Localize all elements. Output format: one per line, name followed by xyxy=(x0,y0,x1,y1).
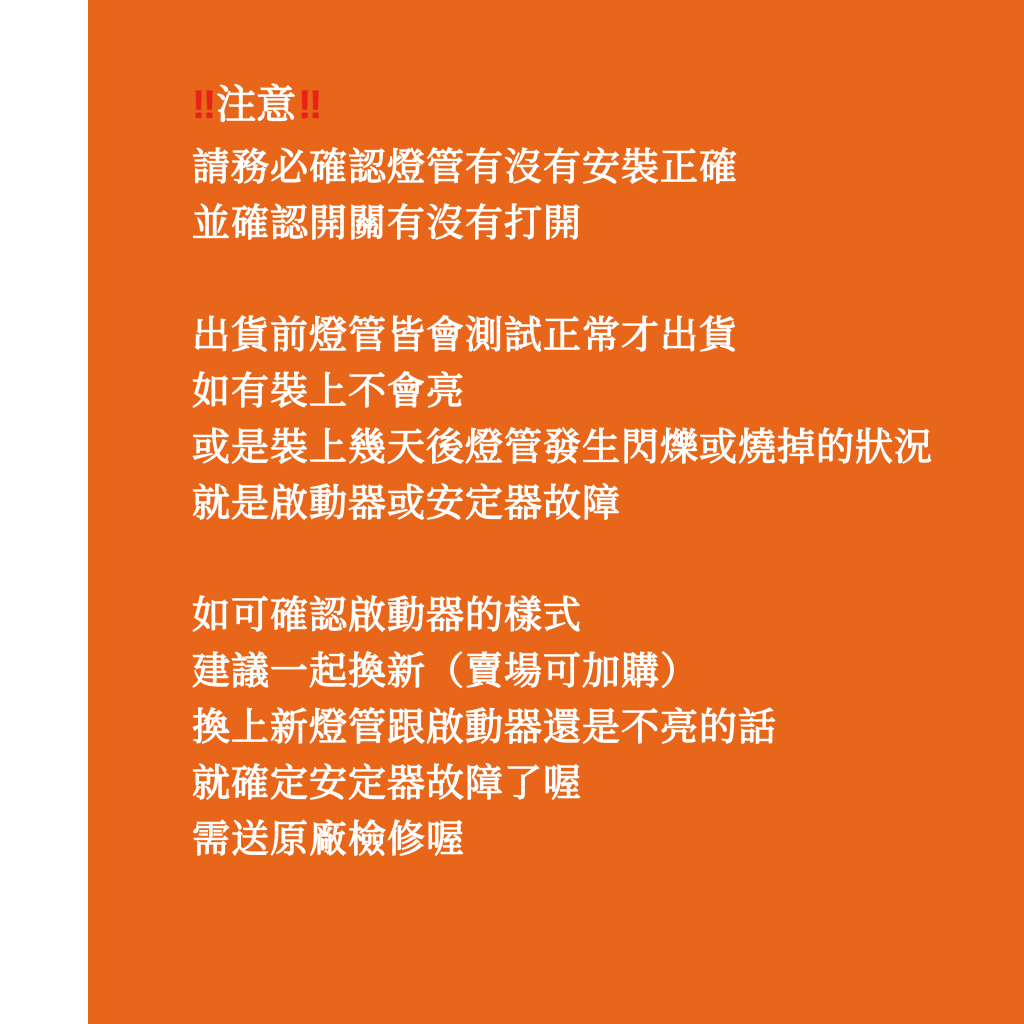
notice-heading xyxy=(192,74,1024,136)
alert-icon-right: ‼ xyxy=(298,83,321,127)
notice-line: 換上新燈管跟啟動器還是不亮的話 xyxy=(192,707,778,749)
notice-line: 出貨前燈管皆會測試正常才出貨 xyxy=(192,315,739,357)
alert-icon-left: ‼ xyxy=(192,83,215,127)
block-spacer xyxy=(192,532,1024,588)
notice-line: 如可確認啟動器的樣式 xyxy=(192,595,583,637)
notice-line: 請務必確認燈管有沒有安裝正確 xyxy=(192,147,739,189)
notice-panel xyxy=(88,0,1024,1024)
notice-line: 如有裝上不會亮 xyxy=(192,371,466,413)
notice-line: 就確定安定器故障了喔 xyxy=(192,763,583,805)
notice-line: 建議一起換新（賣場可加購） xyxy=(192,651,700,693)
notice-block-1 xyxy=(192,140,1024,252)
block-spacer xyxy=(192,252,1024,308)
notice-heading-text: 注意 xyxy=(216,83,297,127)
notice-line: 需送原廠檢修喔 xyxy=(192,819,466,861)
notice-line: 並確認開關有沒有打開 xyxy=(192,203,583,245)
notice-block-2 xyxy=(192,308,1024,532)
notice-line: 就是啟動器或安定器故障 xyxy=(192,483,622,525)
notice-line: 或是裝上幾天後燈管發生閃爍或燒掉的狀況 xyxy=(192,427,934,469)
notice-block-3 xyxy=(192,588,1024,868)
